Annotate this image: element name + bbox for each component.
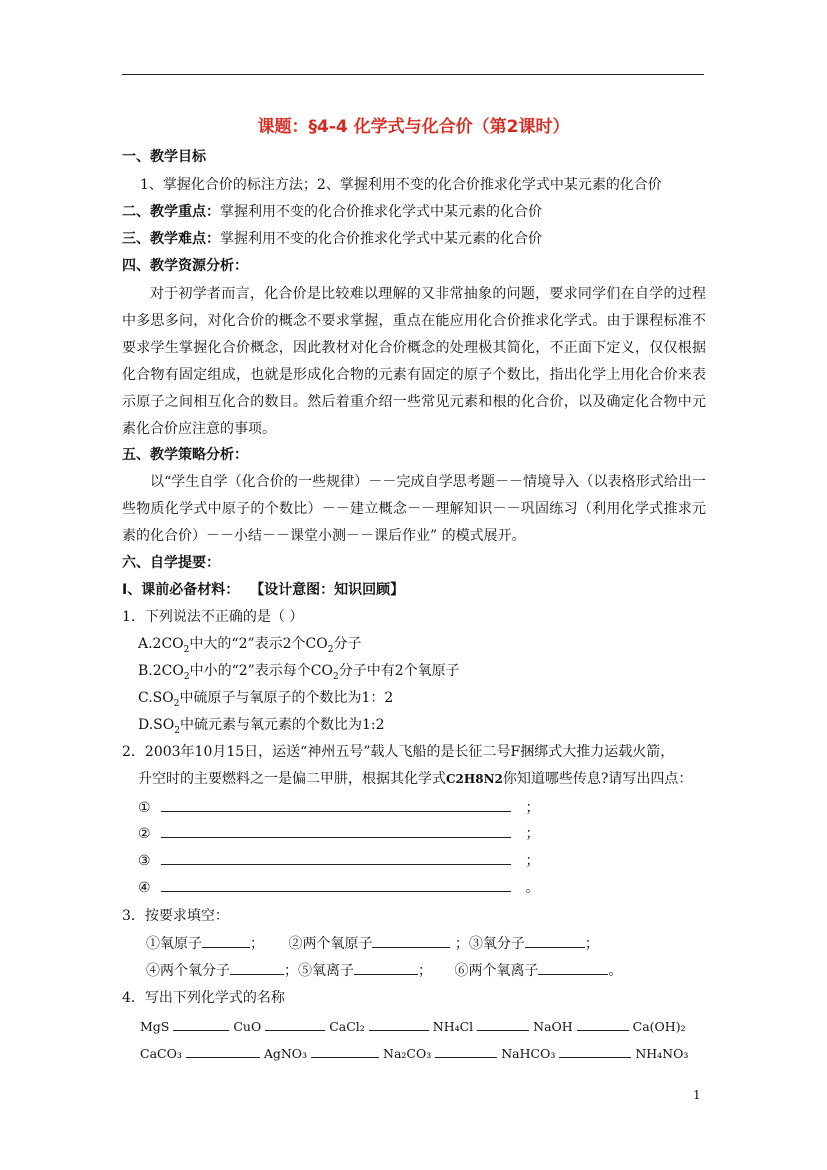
answer-blank[interactable] [538, 960, 608, 975]
question-2-text: 升空时的主要燃料之一是偏二甲肼，根据其化学式 [138, 771, 446, 787]
answer-line-2[interactable] [138, 823, 539, 844]
answer-blank[interactable] [311, 1043, 379, 1058]
option-text: 分子 [333, 636, 362, 652]
question-3-row-2 [146, 960, 622, 981]
item-marker: ④ [138, 880, 151, 896]
section-1-text: 1、掌握化合价的标注方法；2、掌握利用不变的化合价推求化学式中某元素的化合价 [140, 177, 662, 193]
fill-label: ④两个氧分子 [146, 963, 230, 979]
section-2-heading: 二、教学重点： [122, 204, 220, 220]
fill-label: ； [418, 963, 432, 979]
part-1-label: Ⅰ、课前必备材料： [122, 582, 240, 598]
question-2-line-1: 2．2003年10月15日，运送“神州五号”载人飞船的是长征二号F捆绑式大推力运载火箭， [122, 744, 675, 760]
formula: CaCO₃ [140, 1046, 182, 1061]
option-text: A.2CO [138, 636, 184, 652]
formula: MgS [140, 1019, 170, 1034]
option-text: B.2CO [138, 663, 184, 679]
subscript: 2 [173, 698, 180, 709]
fill-label: ；③氧分子 [454, 936, 525, 952]
answer-blank[interactable] [186, 1043, 260, 1058]
option-text: 中硫原子与氧原子的个数比为1：2 [179, 690, 394, 706]
punctuation: ； [525, 800, 540, 816]
formula: NaOH [533, 1019, 573, 1034]
option-text: D.SO [138, 717, 175, 733]
section-2-text: 掌握利用不变的化合价推求化学式中某元素的化合价 [220, 204, 542, 220]
question-3-stem: 3．按要求填空： [122, 908, 229, 924]
fill-label: ；⑤氧离子 [284, 963, 354, 979]
formula: AgNO₃ [263, 1046, 308, 1061]
answer-blank[interactable] [372, 933, 450, 948]
item-marker: ① [138, 800, 151, 816]
answer-blank[interactable] [173, 1016, 229, 1031]
subscript: 2 [174, 725, 180, 736]
question-1-option-b [138, 661, 460, 687]
option-text: C.SO [138, 690, 174, 706]
answer-blank[interactable] [525, 933, 585, 948]
section-4-heading: 四、教学资源分析： [122, 258, 248, 274]
fill-label: ⑥两个氧离子 [454, 963, 539, 979]
question-1-option-c [138, 688, 393, 714]
answer-blank[interactable] [161, 823, 511, 838]
option-text: 分子中有2个氧原子 [338, 663, 460, 679]
answer-line-3[interactable] [138, 850, 539, 871]
question-3-row-1 [146, 933, 599, 954]
formula: NH₄NO₃ [635, 1046, 689, 1061]
part-1-note: 【设计意图：知识回顾】 [250, 582, 405, 598]
answer-blank[interactable] [161, 797, 511, 812]
answer-blank[interactable] [161, 877, 511, 892]
option-text: 中硫元素与氧元素的个数比为1:2 [179, 717, 385, 733]
option-text: 中大的“2”表示2个CO [189, 636, 328, 652]
answer-line-4[interactable] [138, 877, 539, 898]
section-5-paragraph: 以“学生自学（化合价的一些规律）－－完成自学思考题－－情境导入（以表格形式给出一些物质化学式中原子的个数比）－－建立概念－－理解知识－－巩固练习（利用化学式推求元素的化合价）－－小结－－课堂小测－－课后作业” 的模式展开。 [122, 474, 706, 544]
answer-blank[interactable] [559, 1043, 631, 1058]
header-rule [122, 74, 704, 75]
formula: CaCl₂ [329, 1019, 365, 1034]
fill-label: ； [584, 936, 599, 952]
answer-blank[interactable] [577, 1016, 629, 1031]
section-3-heading: 三、教学难点： [122, 231, 220, 247]
question-4-row-1 [140, 1016, 686, 1037]
fill-label: 。 [608, 963, 623, 979]
answer-blank[interactable] [265, 1016, 325, 1031]
formula: CuO [233, 1019, 262, 1034]
question-1-option-a [138, 634, 361, 660]
formula: Ca(OH)₂ [632, 1019, 686, 1034]
item-marker: ② [138, 826, 151, 842]
item-marker: ③ [138, 853, 151, 869]
answer-blank[interactable] [435, 1043, 497, 1058]
part-1 [122, 580, 404, 600]
page-title: 课题：§4-4 化学式与化合价（第2课时） [257, 117, 570, 137]
fill-label: ②两个氧原子 [288, 936, 373, 952]
subscript: 2 [333, 671, 339, 682]
section-3 [122, 229, 542, 249]
punctuation: ； [525, 826, 540, 842]
section-4-paragraph: 对于初学者而言，化合价是比较难以理解的又非常抽象的问题，要求同学们在自学的过程中多思多问，对化合价的概念不要求掌握，重点在能应用化合价推求化学式。由于课程标准不要求学生掌握化合价概念，因此教材对化合价概念的处理极其简化，不正面下定义，仅仅根据化合物有固定组成，也就是形成化合物的元素有固定的原子个数比，指出化学上用化合价来表示原子之间相互化合的数目。然后着重介绍一些常见元素和根的化合价，以及确定化合物中元素化合价应注意的事项。 [122, 286, 706, 437]
formula: Na₂CO₃ [383, 1046, 432, 1061]
answer-blank[interactable] [369, 1016, 429, 1031]
question-4-stem: 4．写出下列化学式的名称 [122, 990, 285, 1006]
chemical-formula: C2H8N2 [446, 772, 503, 786]
answer-blank[interactable] [202, 933, 250, 948]
answer-blank[interactable] [354, 960, 418, 975]
section-6-heading: 六、自学提要： [122, 555, 220, 571]
question-2-line-2 [138, 769, 692, 789]
question-1-option-d [138, 715, 385, 741]
question-1-stem: 1．下列说法不正确的是（ ） [122, 609, 304, 625]
question-2-text: 你知道哪些传息?请写出四点： [502, 771, 693, 787]
answer-blank[interactable] [230, 960, 284, 975]
section-1-heading: 一、教学目标 [122, 149, 206, 165]
fill-label: ； [250, 936, 264, 952]
answer-line-1[interactable] [138, 797, 539, 818]
option-text: 中小的“2”表示每个CO [189, 663, 333, 679]
subscript: 2 [327, 644, 334, 655]
formula: NH₄Cl [432, 1019, 474, 1034]
subscript: 2 [183, 671, 190, 682]
subscript: 2 [183, 644, 190, 655]
answer-blank[interactable] [477, 1016, 529, 1031]
section-5-heading: 五、教学策略分析： [122, 447, 248, 463]
fill-label: ①氧原子 [146, 936, 202, 952]
punctuation: ； [525, 853, 540, 869]
punctuation: 。 [525, 880, 540, 896]
section-2 [122, 202, 542, 222]
question-4-row-2 [140, 1043, 688, 1064]
formula: NaHCO₃ [501, 1046, 556, 1061]
answer-blank[interactable] [161, 850, 511, 865]
page-number: 1 [693, 1088, 701, 1102]
section-3-text: 掌握利用不变的化合价推求化学式中某元素的化合价 [220, 231, 542, 247]
